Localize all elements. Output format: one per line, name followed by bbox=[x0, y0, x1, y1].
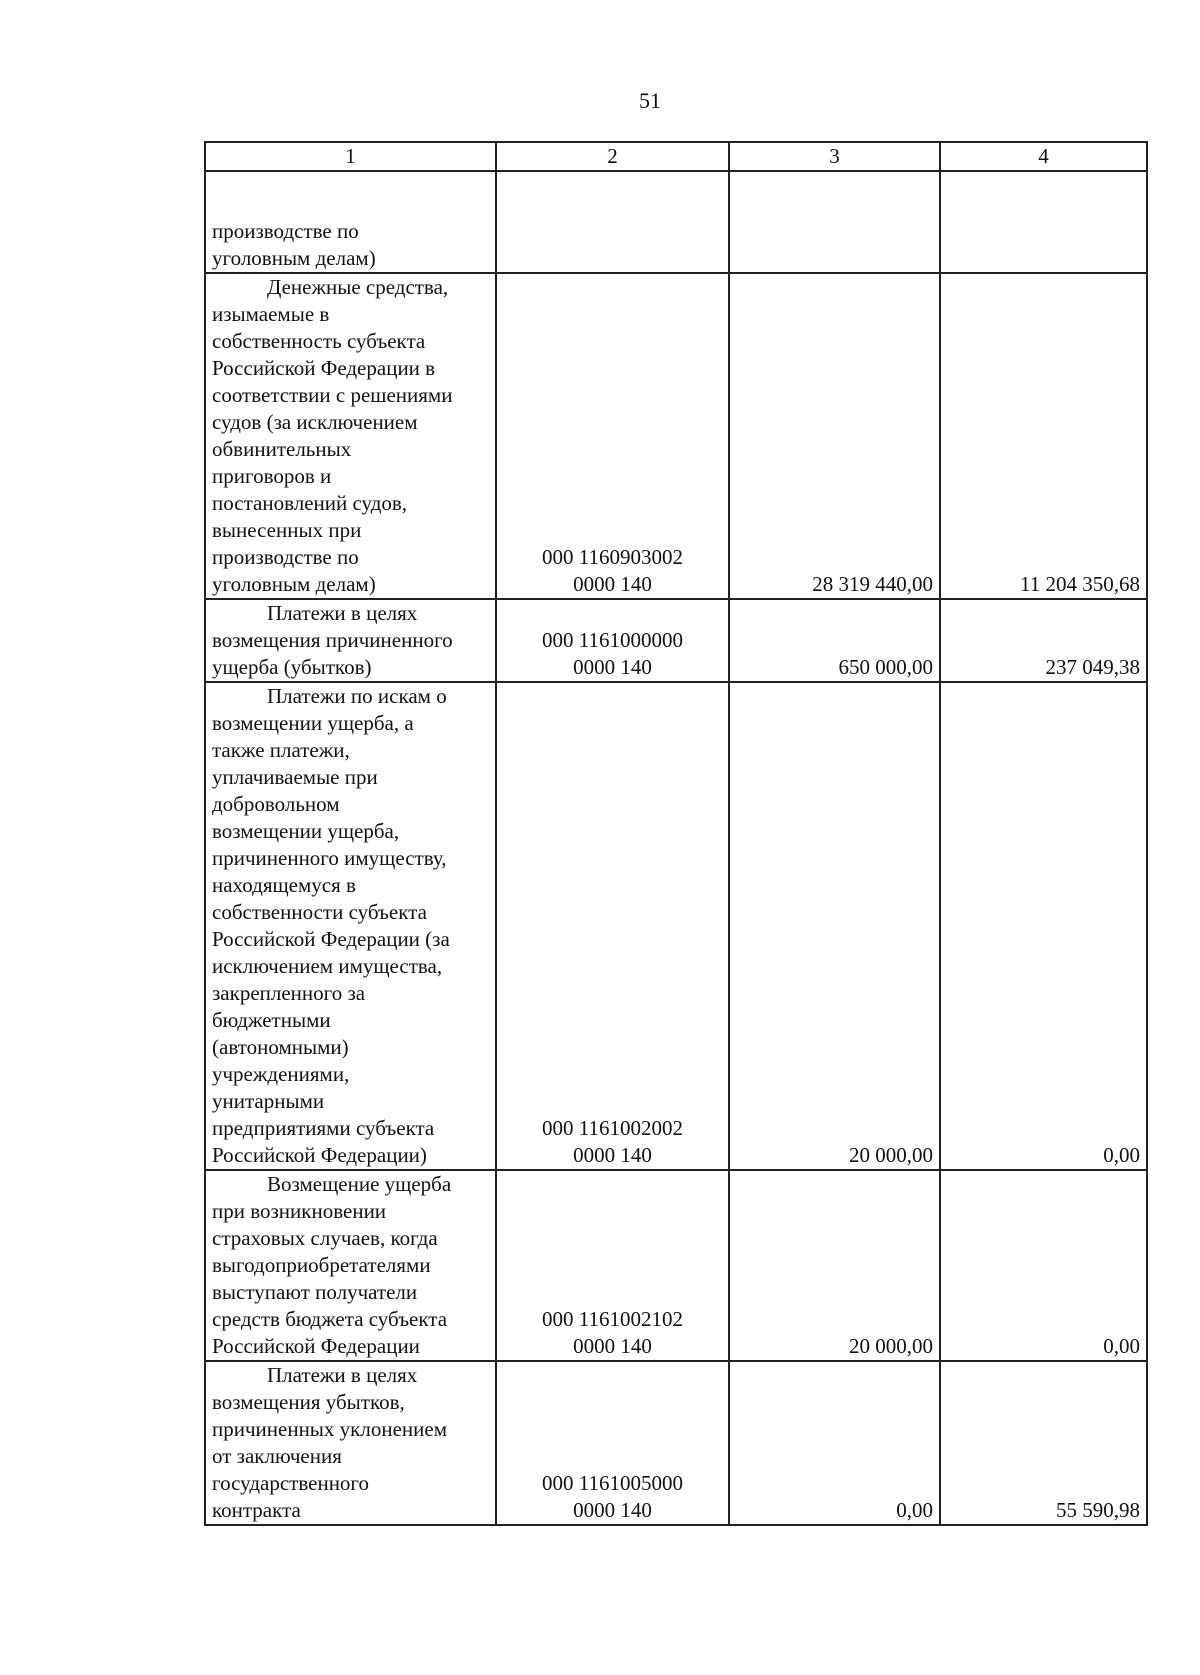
code-line: 0000 140 bbox=[573, 1498, 652, 1522]
executed-amount: 11 204 350,68 bbox=[940, 273, 1147, 599]
description-line: собственность субъекта bbox=[212, 329, 426, 353]
row-description bbox=[205, 682, 496, 1170]
description-line: Денежные средства, bbox=[267, 275, 449, 299]
executed-amount: 237 049,38 bbox=[940, 599, 1147, 682]
description-line: исключением имущества, bbox=[212, 954, 443, 978]
continuation-row bbox=[205, 171, 1147, 273]
description-line: уголовным делам) bbox=[212, 246, 376, 270]
description-line: выступают получатели bbox=[212, 1280, 418, 1304]
planned-amount: 0,00 bbox=[729, 1361, 940, 1525]
code-line: 000 1161005000 bbox=[542, 1471, 683, 1495]
description-line: уплачиваемые при bbox=[212, 765, 378, 789]
code-line: 000 1160903002 bbox=[542, 545, 683, 569]
description-line: причиненных уклонением bbox=[212, 1417, 447, 1441]
budget-classification-code bbox=[496, 1361, 729, 1525]
description-line: производстве по bbox=[212, 219, 359, 243]
table-row bbox=[205, 599, 1147, 682]
empty-cell bbox=[940, 171, 1147, 273]
budget-classification-code bbox=[496, 1170, 729, 1361]
description-line: Российской Федерации в bbox=[212, 356, 436, 380]
empty-cell bbox=[729, 171, 940, 273]
code-line: 0000 140 bbox=[573, 572, 652, 596]
executed-amount: 0,00 bbox=[940, 682, 1147, 1170]
empty-cell bbox=[496, 171, 729, 273]
row-description bbox=[205, 1361, 496, 1525]
row-description bbox=[205, 1170, 496, 1361]
description-line: ущерба (убытков) bbox=[212, 655, 372, 679]
column-header-2: 2 bbox=[496, 142, 729, 171]
description-line: приговоров и bbox=[212, 464, 332, 488]
description-line: бюджетными bbox=[212, 1008, 331, 1032]
description-line: (автономными) bbox=[212, 1035, 349, 1059]
column-header-1: 1 bbox=[205, 142, 496, 171]
description-line: Российской Федерации bbox=[212, 1334, 420, 1358]
description-line: добровольном bbox=[212, 792, 340, 816]
row-description bbox=[205, 599, 496, 682]
table-row bbox=[205, 682, 1147, 1170]
page-number: 51 bbox=[639, 88, 661, 113]
description-line: производстве по bbox=[212, 545, 359, 569]
description-line: Российской Федерации (за bbox=[212, 927, 450, 951]
code-line: 000 1161002102 bbox=[542, 1307, 683, 1331]
header-row bbox=[205, 142, 1147, 171]
description-line: государственного bbox=[212, 1471, 370, 1495]
budget-classification-code bbox=[496, 273, 729, 599]
code-line: 000 1161002002 bbox=[542, 1116, 683, 1140]
description-line: также платежи, bbox=[212, 738, 350, 762]
description-line: при возникновении bbox=[212, 1199, 387, 1223]
table-row bbox=[205, 1361, 1147, 1525]
column-header-3: 3 bbox=[729, 142, 940, 171]
description-line: соответствии с решениями bbox=[212, 383, 453, 407]
planned-amount: 20 000,00 bbox=[729, 682, 940, 1170]
description-line: причиненного имуществу, bbox=[212, 846, 447, 870]
description-line: Российской Федерации) bbox=[212, 1143, 427, 1167]
description-line: находящемуся в bbox=[212, 873, 356, 897]
description-line: страховых случаев, когда bbox=[212, 1226, 438, 1250]
description-line: уголовным делам) bbox=[212, 572, 376, 596]
budget-classification-code bbox=[496, 682, 729, 1170]
description-line: обвинительных bbox=[212, 437, 352, 461]
description-line: вынесенных при bbox=[212, 518, 362, 542]
description-line: возмещения убытков, bbox=[212, 1390, 405, 1414]
budget-classification-code bbox=[496, 599, 729, 682]
description-line: контракта bbox=[212, 1498, 301, 1522]
description-line: судов (за исключением bbox=[212, 410, 418, 434]
description-line: учреждениями, bbox=[212, 1062, 350, 1086]
description-line: от заключения bbox=[212, 1444, 342, 1468]
description-line: средств бюджета субъекта bbox=[212, 1307, 448, 1331]
code-line: 0000 140 bbox=[573, 1334, 652, 1358]
description-line: возмещения причиненного bbox=[212, 628, 453, 652]
table-row bbox=[205, 273, 1147, 599]
budget-revenue-table bbox=[204, 141, 1148, 1526]
description-line: изымаемые в bbox=[212, 302, 330, 326]
table-row bbox=[205, 1170, 1147, 1361]
code-line: 0000 140 bbox=[573, 1143, 652, 1167]
planned-amount: 28 319 440,00 bbox=[729, 273, 940, 599]
row-description bbox=[205, 273, 496, 599]
executed-amount: 55 590,98 bbox=[940, 1361, 1147, 1525]
description-line: выгодоприобретателями bbox=[212, 1253, 431, 1277]
planned-amount: 20 000,00 bbox=[729, 1170, 940, 1361]
description-line: Возмещение ущерба bbox=[267, 1172, 452, 1196]
description-line: собственности субъекта bbox=[212, 900, 427, 924]
description-line: предприятиями субъекта bbox=[212, 1116, 435, 1140]
description-line: постановлений судов, bbox=[212, 491, 408, 515]
code-line: 000 1161000000 bbox=[542, 628, 683, 652]
code-line: 0000 140 bbox=[573, 655, 652, 679]
description-line: Платежи в целях bbox=[267, 1363, 418, 1387]
description-line: Платежи в целях bbox=[267, 601, 418, 625]
description-line: унитарными bbox=[212, 1089, 325, 1113]
description-line: возмещении ущерба, а bbox=[212, 711, 414, 735]
continuation-description bbox=[205, 171, 496, 273]
column-header-4: 4 bbox=[940, 142, 1147, 171]
planned-amount: 650 000,00 bbox=[729, 599, 940, 682]
description-line: закрепленного за bbox=[212, 981, 366, 1005]
description-line: Платежи по искам о bbox=[267, 684, 447, 708]
description-line: возмещении ущерба, bbox=[212, 819, 400, 843]
executed-amount: 0,00 bbox=[940, 1170, 1147, 1361]
